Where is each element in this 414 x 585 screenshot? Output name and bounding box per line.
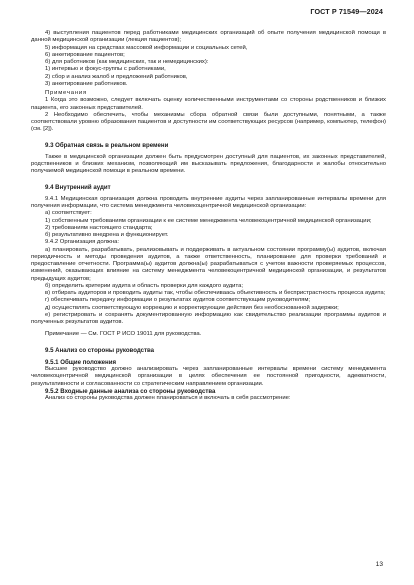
note-1: 1 Когда это возможно, следует включать оценку количественными инструментами со стороны родственников и близких пациента, его законных представителей. [31,97,386,111]
list-item: 1) интервью и фокус-группы с работниками, [45,66,166,73]
list-item: а) планировать, разрабатывать, реализовывать и поддерживать в актуальном состоянии программу(ы) аудитов, включая периодичность и методы проведения аудитов, а также ответственность, планирование для проверки требований и предоставление отчетности. Программа(ы) аудитов должна(ы) разрабатываться с учетом важности проверяемых процессов, изменений, оказывающих влияние на систему менеджмента человекоцентричной медицинской организации, и результатов предыдущих аудитов; [31,246,386,282]
paragraph: Высшее руководство должно анализировать через запланированные интервалы времени систему менеджмента человекоцентричной медицинской организации в целях обеспечения ее постоянной пригодности, адекватности, результативности и согласованности со стратегическим направлением организации. [31,366,386,387]
document-body [31,30,386,402]
list-item: 2) сбор и анализ жалоб и предложений работников, [45,73,188,80]
list-item: 6) анкетирование пациентов; [45,51,125,58]
paragraph: Анализ со стороны руководства должен планироваться и включать в себя рассмотрение: [45,395,291,401]
list-item: 4) выступления пациентов перед работниками медицинских организаций об опыте получения медицинской помощи в данной медицинской организации (лекция пациентов); [31,30,386,44]
paragraph: Также в медицинской организации должен быть предусмотрен доступный для пациентов, их законных представителей, родственников и близких механизм, позволяющий им высказывать предложения, благодарности и жалобы относительно получаемой медицинской помощи в реальном времени. [31,153,386,175]
note-2: 2 Необходимо обеспечить, чтобы механизмы сбора обратной связи были доступными, понятными, а также соответствовали уровню образования пациентов и доступности им соответствующих ресурсов (например, компьютер, телефон) (см. [2]). [31,111,386,133]
subsection-heading-9-5-1: 9.5.1 Общие положения [45,358,117,366]
list-item: 1) собственным требованиям организации к ее системе менеджмента человекоцентричной медицинской организации; [45,217,372,224]
list-item: в) отбирать аудиторов и проводить аудиты так, чтобы обеспечиваась объективность и беспристрастность процесса аудита; [45,290,386,296]
list-item: б) определить критерии аудита и область проверки для каждого аудита; [45,282,244,289]
paragraph: 9.4.2 Организация должна: [45,239,120,246]
document-code: ГОСТ Р 71549—2024 [310,7,383,16]
list-item: б) результативно внедрена и функционирует. [45,232,169,238]
page-number: 13 [375,561,383,568]
paragraph: 9.4.1 Медицинская организация должна проводить внутренние аудиты через запланированные интервалы времени для получения информации, что система менеджмента человекоцентричной медицинской организации: [31,195,386,209]
note-reference: Примечание — См. ГОСТ Р ИСО 19011 для руководства. [45,331,202,338]
list-item: г) обеспечивать передачу информации о результатах аудитов соответствующим руководителям; [45,297,311,304]
list-item: а) соответствует: [45,210,92,217]
section-heading-9-3: 9.3 Обратная связь в реальном времени [45,141,169,149]
list-item: е) регистрировать и сохранять документированную информацию как свидетельство реализации программы аудитов и полученных результатов аудитов. [31,311,386,325]
list-item: б) для работников (как медицинских, так и немедицинских): [45,59,209,65]
section-heading-9-5: 9.5 Анализ со стороны руководства [45,346,155,354]
list-item: д) осуществлять соответствующую коррекцию и корректирующие действия без необоснованной задержки; [45,304,339,311]
subsection-heading-9-5-2: 9.5.2 Входные данные анализа со стороны руководства [45,387,216,395]
list-item: 2) требованиям настоящего стандарта; [45,224,153,231]
notes-title: Примечания [45,90,88,96]
section-heading-9-4: 9.4 Внутренний аудит [45,183,111,191]
list-item: 5) информация на средствах массовой информации и социальных сетей, [45,44,248,51]
list-item: 3) анкетирование работников. [45,80,128,87]
